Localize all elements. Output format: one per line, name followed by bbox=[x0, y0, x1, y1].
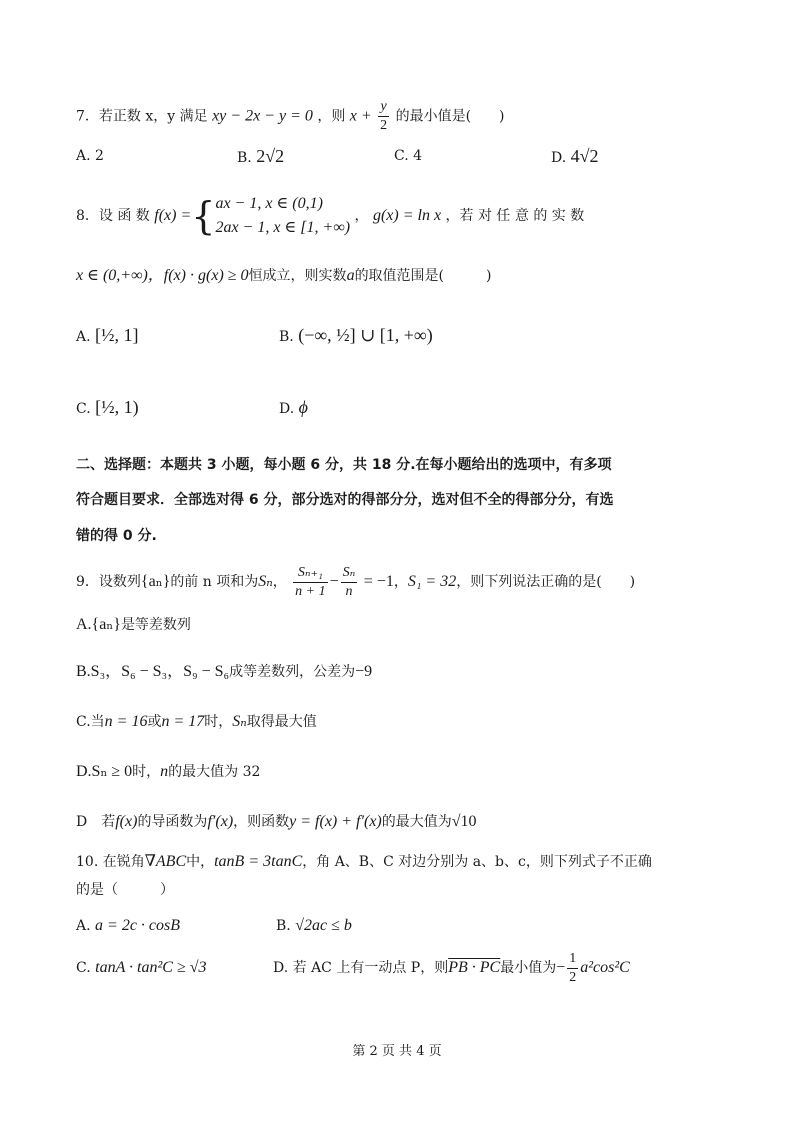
section2-line3: 错的得 0 分. bbox=[76, 528, 157, 544]
q8-option-a: A. [½, 1] bbox=[76, 325, 139, 345]
q10-stem-line2: 的是（ ） bbox=[76, 882, 174, 898]
q9-option-d: D.Sₙ ≥ 0时，n的最大值为 32 bbox=[76, 763, 261, 780]
q8-text: 8．设 函 数 bbox=[76, 208, 150, 224]
q7-expression: x + bbox=[349, 107, 372, 125]
q10-fraction: $\frac{1}{2}$ bbox=[569, 950, 577, 985]
q7-text: ，则 bbox=[317, 108, 346, 125]
q8-brace: { bbox=[191, 194, 216, 238]
q7-option-a: A. 2 bbox=[76, 148, 104, 164]
q10-stem: 10. 在锐角∇ABC中，tanB = 3tanC，角 A、B、C 对边分别为 a、b、c，则下列式子不正确 bbox=[76, 853, 652, 870]
q10-option-d: D. 若 AC 上有一动点 P，则PB · PC最小值为− $\frac{1}{2}$ a²cos²C bbox=[273, 950, 630, 985]
q7-fraction: $\frac{y}{2}$ bbox=[380, 99, 388, 133]
q9-fraction-2: $\frac{\text{Sₙ}}{n}$ bbox=[342, 564, 356, 599]
q7-option-b: B. 2√2 bbox=[237, 146, 285, 166]
q8-text: ，若 对 任 意 的 实 数 bbox=[445, 208, 585, 224]
page-footer: 第 2 页 共 4 页 bbox=[352, 1044, 442, 1059]
q7-option-d: D. 4√2 bbox=[551, 146, 599, 166]
q8-option-b: B. (−∞, ½] ∪ [1, +∞) bbox=[279, 325, 433, 345]
q7-option-c: C. 4 bbox=[394, 148, 423, 164]
q7-equation: xy − 2x − y = 0 bbox=[212, 107, 313, 125]
q8-option-d: D. ϕ bbox=[279, 397, 308, 417]
q7-stem bbox=[76, 100, 505, 133]
q9-option-c: C.当n = 16或n = 17时，Sₙ取得最大值 bbox=[76, 713, 317, 730]
q9-option-a: A.{aₙ}是等差数列 bbox=[76, 616, 191, 633]
q9-option-e: D 若f(x)的导函数为f′(x)，则函数y = f(x) + f′(x)的最大值为√10 bbox=[76, 813, 477, 830]
q8-text: ， bbox=[354, 208, 369, 224]
q9-stem: 9．设数列{aₙ}的前 n 项和为Sₙ， $\frac{\text{Sₙ₊₁}}{n + 1}$ − $\frac{\text{Sₙ}}{n}$ = −1，S₁ = 32，则下列说法正确的是( ) bbox=[76, 564, 636, 599]
q7-text: 7．若正数 x，y 满足 bbox=[76, 108, 208, 125]
q10-vector-product: PB · PC bbox=[448, 959, 501, 976]
q9-fraction-1: $\frac{\text{Sₙ₊₁}}{n + 1}$ bbox=[295, 564, 326, 599]
q10-option-b: B. √2ac ≤ b bbox=[276, 917, 352, 934]
q8-stem bbox=[76, 192, 584, 240]
q8-option-c: C. [½, 1) bbox=[76, 397, 139, 417]
q10-option-a: A. a = 2c · cosB bbox=[76, 917, 181, 934]
section2-line1: 二、选择题：本题共 3 小题，每小题 6 分，共 18 分.在每小题给出的选项中，有多项 bbox=[76, 457, 612, 473]
q8-piecewise: ax − 1, x ∈ (0,1) 2ax − 1, x ∈ [1, +∞) bbox=[215, 195, 351, 236]
q10-option-c: C. tanA · tan²C ≥ √3 bbox=[76, 959, 207, 976]
section2-line2: 符合题目要求．全部选对得 6 分，部分选对的得部分分，选对但不全的得部分分，有选 bbox=[76, 492, 614, 508]
q8-stem-line2: x ∈ (0,+∞)，f(x) · g(x) ≥ 0恒成立，则实数a的取值范围是( ) bbox=[76, 267, 492, 284]
q9-option-b: B.S₃，S₆ − S₃，S₉ − S₆成等差数列，公差为−9 bbox=[76, 663, 373, 680]
q7-text: 的最小值是( ) bbox=[395, 108, 505, 125]
q8-function-g: g(x) = ln x bbox=[372, 207, 442, 224]
q8-function-f: f(x) = bbox=[154, 207, 192, 224]
